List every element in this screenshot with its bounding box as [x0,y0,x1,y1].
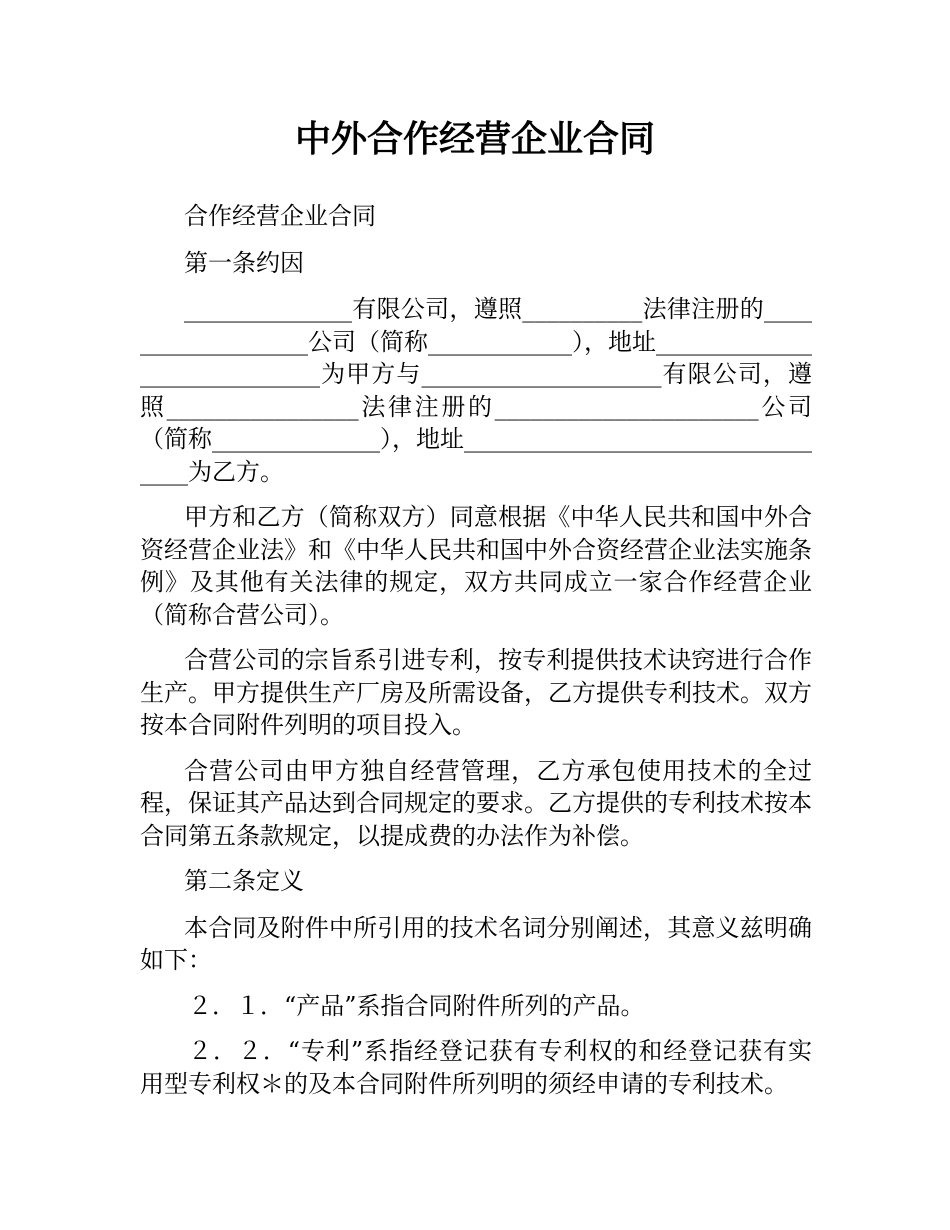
definition-item-products: ２．１．“产品”系指合同附件所列的产品。 [188,991,645,1020]
paragraph-management: 合营公司由甲方独自经营管理，乙方承包使用技术的全过程，保证其产品达到合同规定的要求。乙方提供的专利技术按本合同第五条款规定，以提成费的办法作为补偿。 [140,756,812,850]
section-heading-article-2: 第二条定义 [184,867,304,895]
paragraph-parties: ______________有限公司，遵照__________法律注册的__________________公司（简称____________），地址____________________________为甲方与____________________有限公司，遵照________________法律注册的______________________公司（简称______________），地址_________________________________为乙方。 [140,295,812,486]
document-title: 中外合作经营企业合同 [294,119,655,160]
paragraph-agreement: 甲方和乙方（简称双方）同意根据《中华人民共和国中外合资经营企业法》和《中华人民共和国中外合资经营企业法实施条例》及其他有关法律的规定，双方共同成立一家合作经营企业（简称合营公司）。 [140,503,812,629]
section-heading-article-1: 第一条约因 [184,248,304,277]
definition-item-patent: ２．２．“专利”系指经登记获有专利权的和经登记获有实用型专利权＊的及本合同附件所列明的须经申请的专利技术。 [140,1037,812,1098]
document-body [140,200,812,1113]
paragraph-heading: 合作经营企业合同 [184,202,376,230]
paragraph-purpose: 合营公司的宗旨系引进专利，按专利提供技术诀窍进行合作生产。甲方提供生产厂房及所需设备，乙方提供专利技术。双方按本合同附件列明的项目投入。 [140,646,812,739]
paragraph-definitions-intro: 本合同及附件中所引用的技术名词分别阐述，其意义兹明确如下： [140,913,812,974]
